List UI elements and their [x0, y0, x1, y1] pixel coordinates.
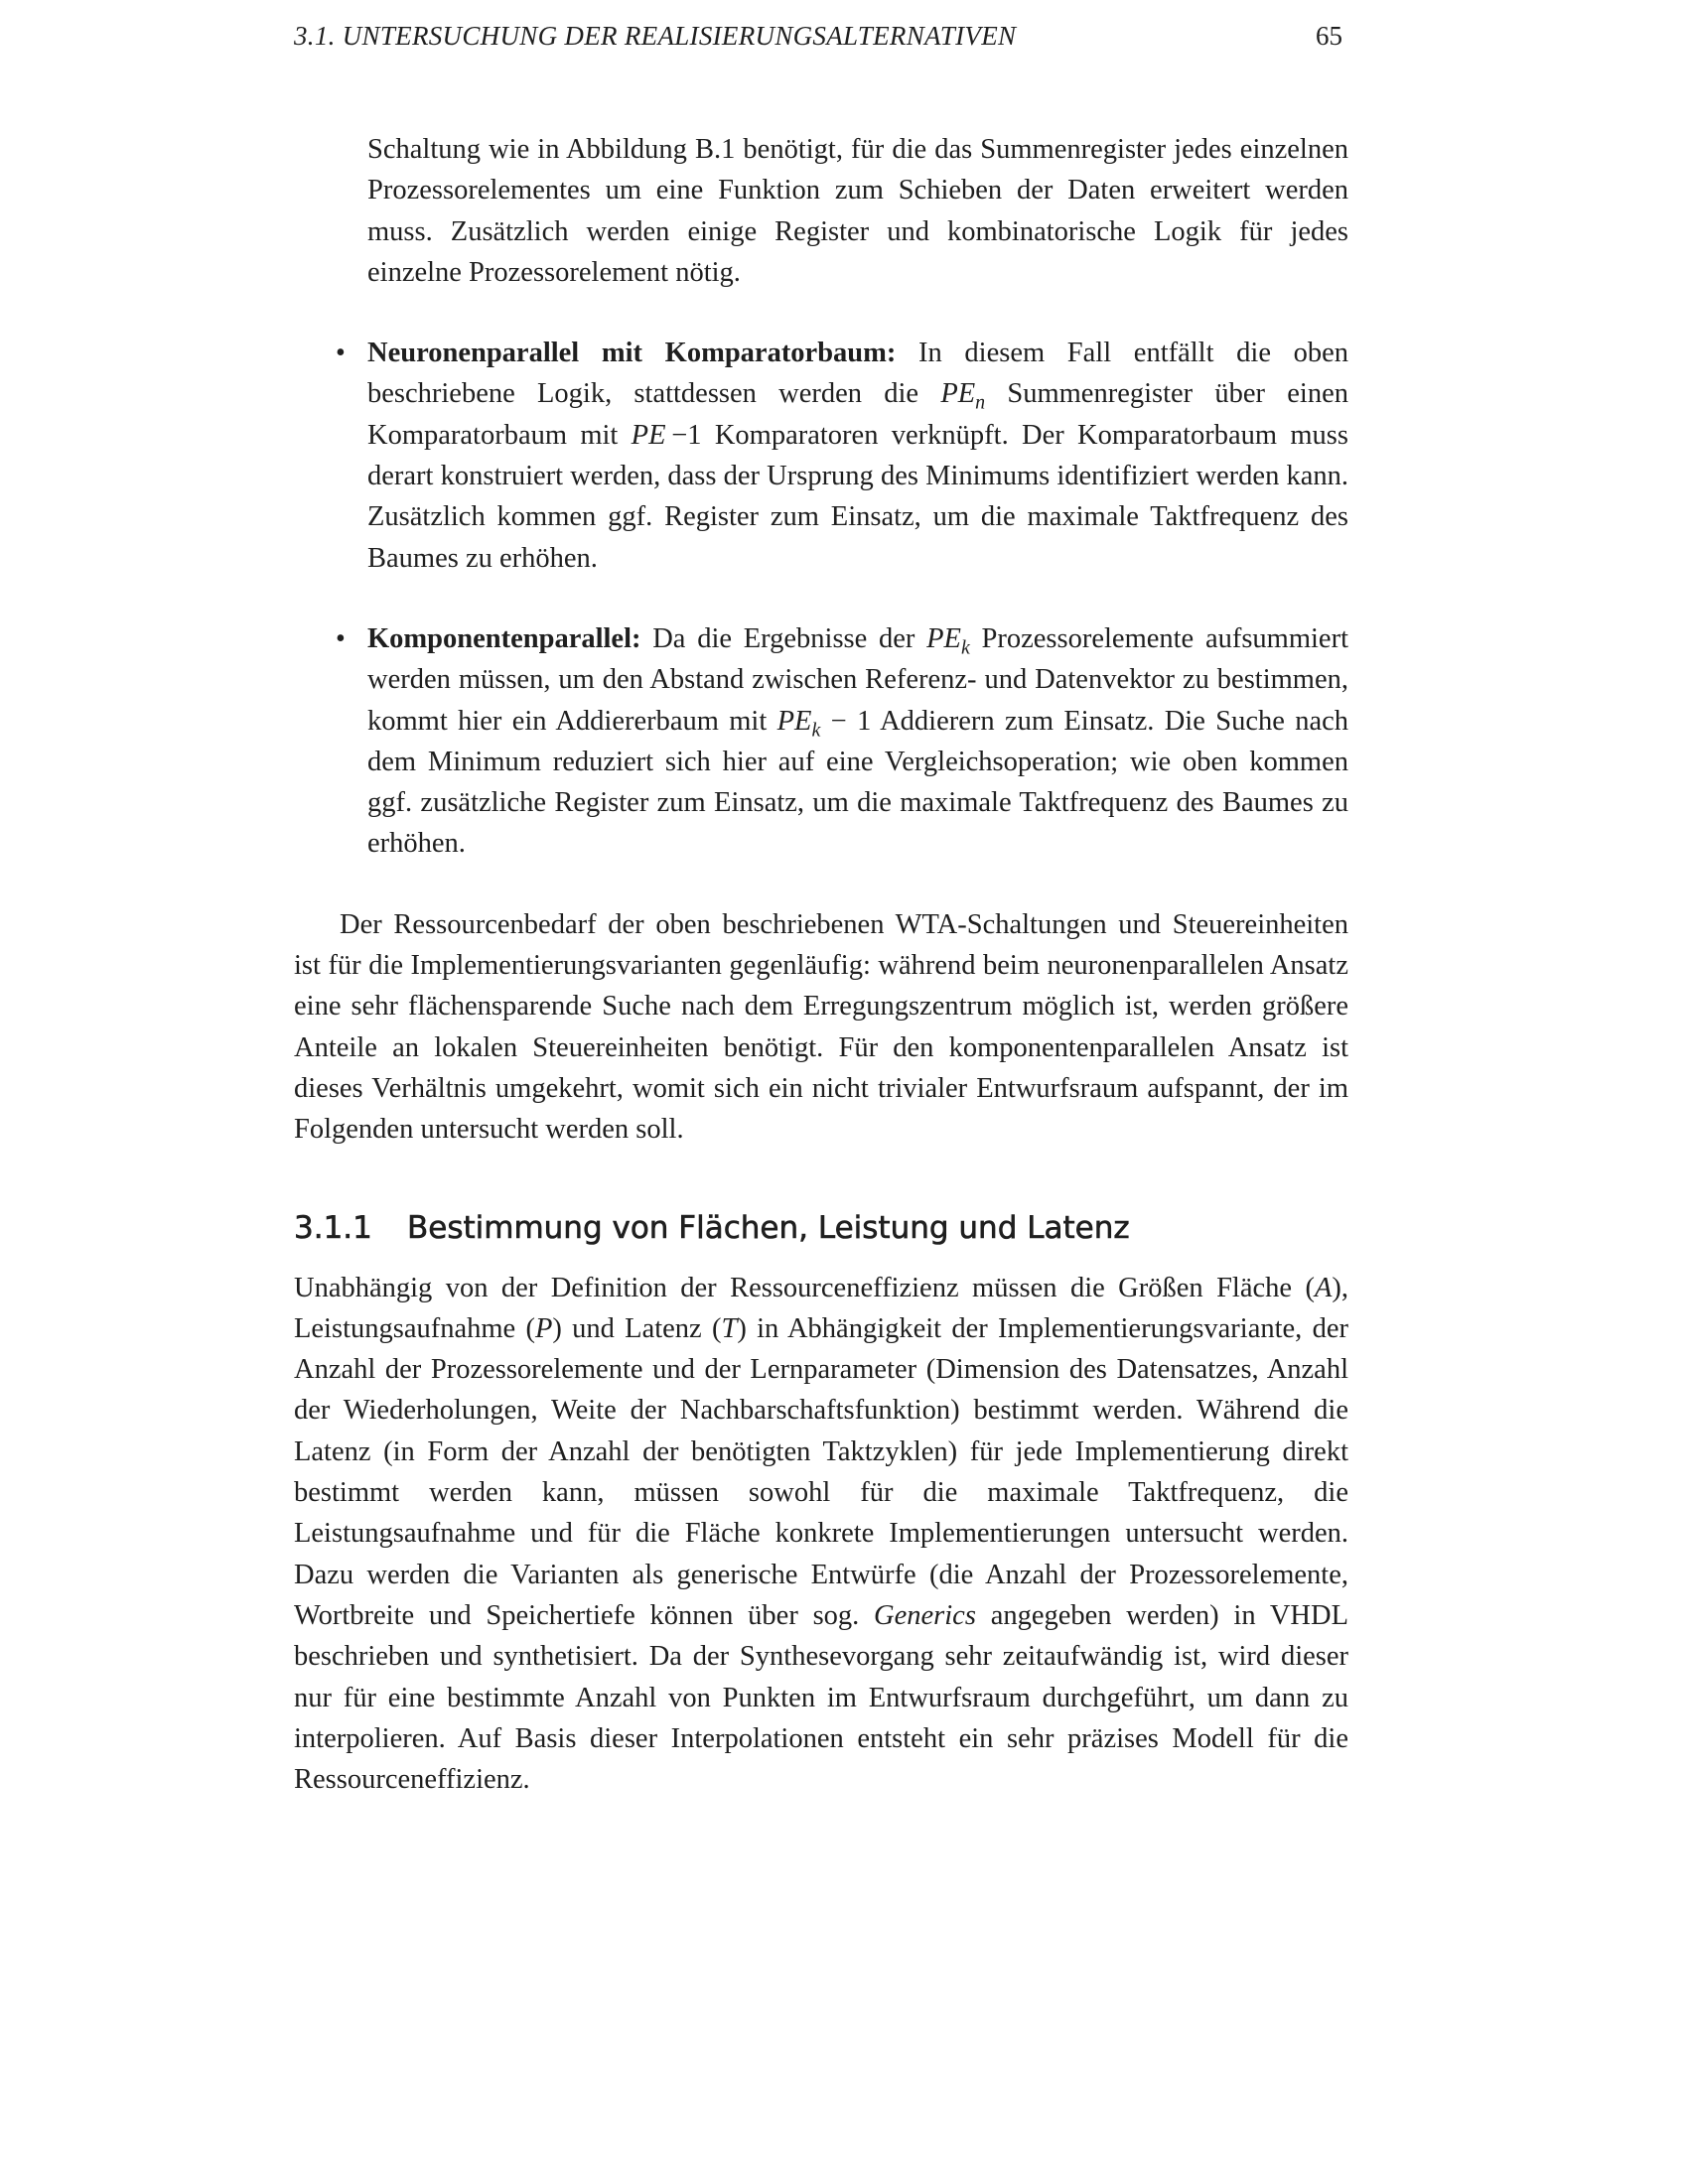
math-pe-minus-1: PE: [631, 419, 666, 451]
variant-list: [294, 333, 1348, 865]
section-paragraph: Unabhängig von der Definition der Ressourceneffizienz müssen die Größen Fläche (A), Leistungsaufnahme (P) und Latenz (T) in Abhängigkeit der Implementierungsvariante, der Anzahl der Prozessorelemente und der Lernparameter (Dimension des Datensatzes, Anzahl der Wiederholungen, Weite der Nachbarschaftsfunktion) bestimmt werden. Während die Latenz (in Form der Anzahl der benötigten Taktzyklen) für jede Implementierung direkt bestimmt werden kann, müssen sowohl für die maximale Taktfrequenz, die Leistungsaufnahme und für die Fläche konkrete Implementierungen untersucht werden. Dazu werden die Varianten als generische Entwürfe (die Anzahl der Prozessorelemente, Wortbreite und Speichertiefe können über sog. Generics angegeben werden) in VHDL beschrieben und synthetisiert. Da der Synthesevorgang sehr zeitaufwändig ist, wird dieser nur für eine bestimmte Anzahl von Punkten im Entwurfsraum durchgeführt, um dann zu interpolieren. Auf Basis dieser Interpolationen entsteht ein sehr präzises Modell für die Ressourceneffizienz.: [294, 1272, 1348, 1796]
section-number: 3.1.1: [294, 1209, 372, 1246]
math-pe-k-minus-1: $PE_k$: [776, 705, 821, 742]
math-pe-n: $PE_n$: [940, 378, 986, 415]
section-title: Bestimmung von Flächen, Leistung und Latenz: [407, 1209, 1130, 1246]
generics-term: Generics: [874, 1599, 976, 1631]
list-item-text: Komponentenparallel: Da die Ergebnisse der $PE_k$ Prozessorelemente aufsummiert werden müssen, um den Abstand zwischen Referenz- und Datenvektor zu bestimmen, kommt hier ein Addiererbaum mit $PE_k - 1$ Addierern zum Einsatz. Die Suche nach dem Minimum reduziert sich hier auf eine Vergleichsoperation; wie oben kommen ggf. zusätzliche Register zum Einsatz, um die maximale Taktfrequenz des Baumes zu erhöhen.: [367, 622, 1349, 860]
section-heading: [294, 1208, 1348, 1248]
list-item-label: Neuronenparallel mit Komparatorbaum:: [367, 338, 897, 369]
list-item-text: Neuronenparallel mit Komparatorbaum: In diesem Fall entfällt die oben beschriebene Logik, stattdessen werden die $PE_n$ Summenregister über einen Komparatorbaum mit PE −1 Komparatoren verknüpft. Der Komparatorbaum muss derart konstruiert werden, dass der Ursprung des Minimums identifiziert werden kann. Zusätzlich kommen ggf. Register zum Einsatz, um die maximale Taktfrequenz des Baumes zu erhöhen.: [367, 338, 1349, 574]
math-a: A: [1314, 1272, 1333, 1303]
page-number: 65: [1316, 21, 1342, 51]
math-p: P: [534, 1312, 553, 1344]
list-item-komponentenparallel: [294, 618, 1348, 865]
bullet-icon: •: [336, 338, 346, 369]
running-header: [294, 16, 1350, 56]
running-title: 3.1. UNTERSUCHUNG DER REALISIERUNGSALTERNATIVEN: [294, 21, 1017, 51]
continuation-paragraph: Schaltung wie in Abbildung B.1 benötigt, für die das Summenregister jedes einzelnen Prozessorelementes um eine Funktion zum Schieben der Daten erweitert werden muss. Zusätzlich werden einige Register und kombinatorische Logik für jedes einzelne Prozessorelement nötig.: [367, 134, 1348, 288]
math-t: T: [721, 1312, 738, 1344]
list-item-label: Komponentenparallel:: [367, 622, 641, 654]
bullet-icon: •: [336, 622, 346, 654]
math-pe-k: $PE_k$: [926, 622, 970, 659]
list-item-neuronenparallel: [294, 333, 1348, 579]
resource-paragraph: Der Ressourcenbedarf der oben beschriebenen WTA-Schaltungen und Steuereinheiten ist für die Implementierungsvarianten gegenläufig: während beim neuronenparallelen Ansatz eine sehr flächensparende Suche nach dem Erregungszentrum möglich ist, werden größere Anteile an lokalen Steuereinheiten benötigt. Für den komponentenparallelen Ansatz ist dieses Verhältnis umgekehrt, womit sich ein nicht trivialer Entwurfsraum aufspannt, der im Folgenden untersucht werden soll.: [294, 908, 1348, 1146]
page-body: [294, 129, 1348, 1800]
